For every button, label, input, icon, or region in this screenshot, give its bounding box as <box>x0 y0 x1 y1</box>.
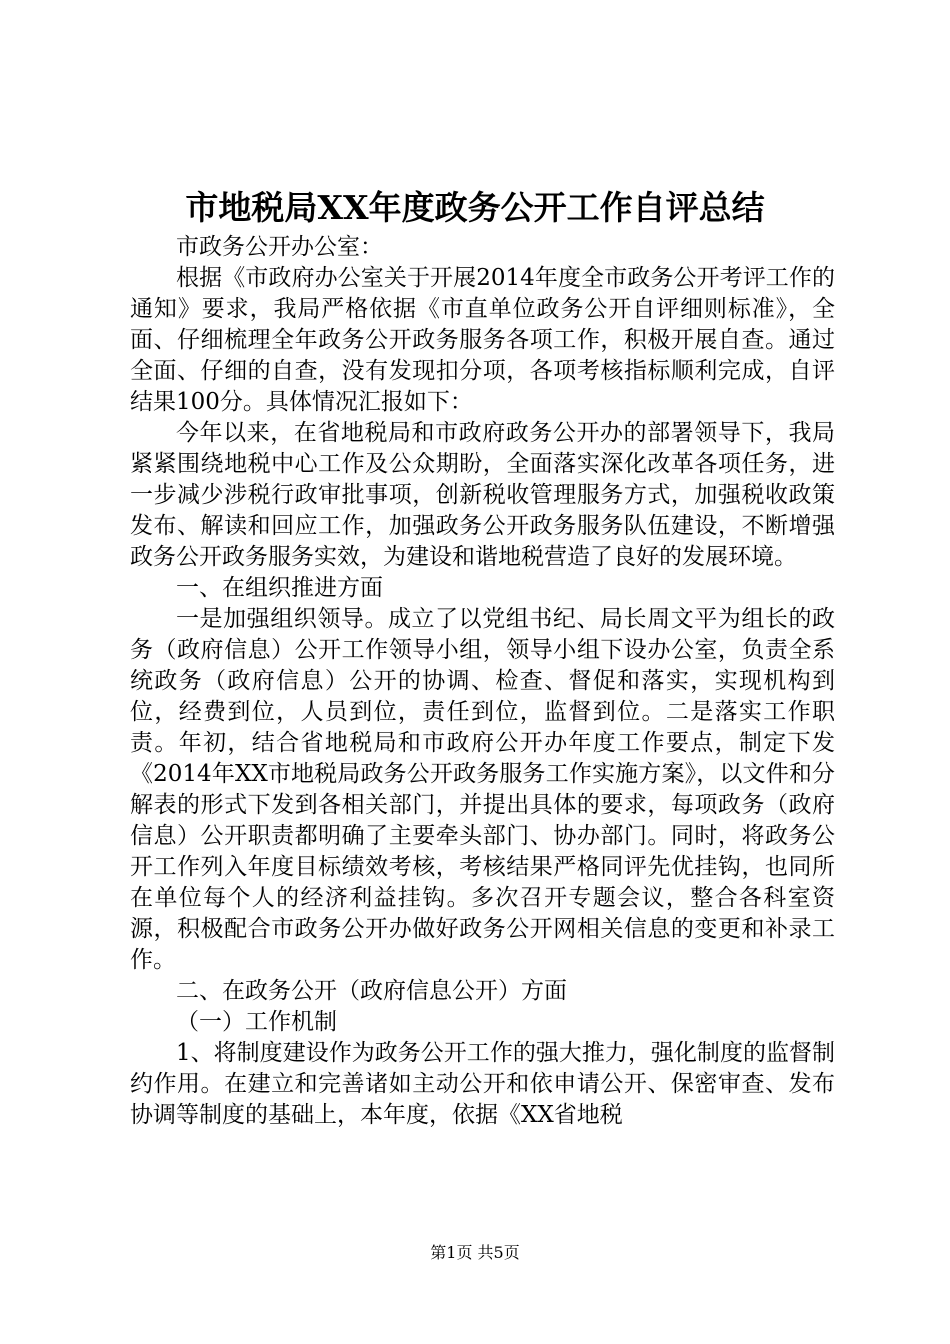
salutation: 市政务公开办公室： <box>176 234 383 260</box>
subsection-heading-mechanism: （一）工作机制 <box>176 1009 337 1035</box>
page-footer: 第1页 共5页 <box>430 1243 520 1262</box>
intro-paragraph: 根据《市政府办公室关于开展2014年度全市政务公开考评工作的通知》要求，我局严格依据《市直单位政务公开自评细则标准》，全面、仔细梳理全年政务公开政务服务各项工作，积极开展自查。通过全面、仔细的自查，没有发现扣分项，各项考核指标顺利完成，自评结果100分。具体情况汇报如下： <box>130 265 835 415</box>
organization-paragraph: 一是加强组织领导。成立了以党组书纪、局长周文平为组长的政务（政府信息）公开工作领导小组，领导小组下设办公室，负责全系统政务（政府信息）公开的协调、检查、督促和落实，实现机构到位，经费到位，人员到位，责任到位，监督到位。二是落实工作职责。年初，结合省地税局和市政府公开办年度工作要点，制定下发《2014年XX市地税局政务公开政务服务工作实施方案》，以文件和分解表的形式下发到各相关部门，并提出具体的要求，每项政务（政府信息）公开职责都明确了主要牵头部门、协办部门。同时，将政务公开工作列入年度目标绩效考核，考核结果严格同评先优挂钩，也同所在单位每个人的经济利益挂钩。多次召开专题会议，整合各科室资源，积极配合市政务公开办做好政务公开网相关信息的变更和补录工作。 <box>130 606 835 973</box>
overview-paragraph: 今年以来，在省地税局和市政府政务公开办的部署领导下，我局紧紧围绕地税中心工作及公众期盼，全面落实深化改革各项任务，进一步减少涉税行政审批事项，创新税收管理服务方式，加强税收政策发布、解读和回应工作，加强政务公开政务服务队伍建设，不断增强政务公开政务服务实效，为建设和谐地税营造了良好的发展环境。 <box>130 420 835 570</box>
section-heading-disclosure: 二、在政务公开（政府信息公开）方面 <box>176 978 567 1004</box>
document-title: 市地税局XX年度政务公开工作自评总结 <box>185 188 765 227</box>
mechanism-paragraph: 1、将制度建设作为政务公开工作的强大推力，强化制度的监督制约作用。在建立和完善诸如主动公开和依申请公开、保密审查、发布协调等制度的基础上，本年度，依据《XX省地税 <box>130 1040 835 1128</box>
document-body <box>130 232 835 1131</box>
section-heading-organization: 一、在组织推进方面 <box>176 575 383 601</box>
